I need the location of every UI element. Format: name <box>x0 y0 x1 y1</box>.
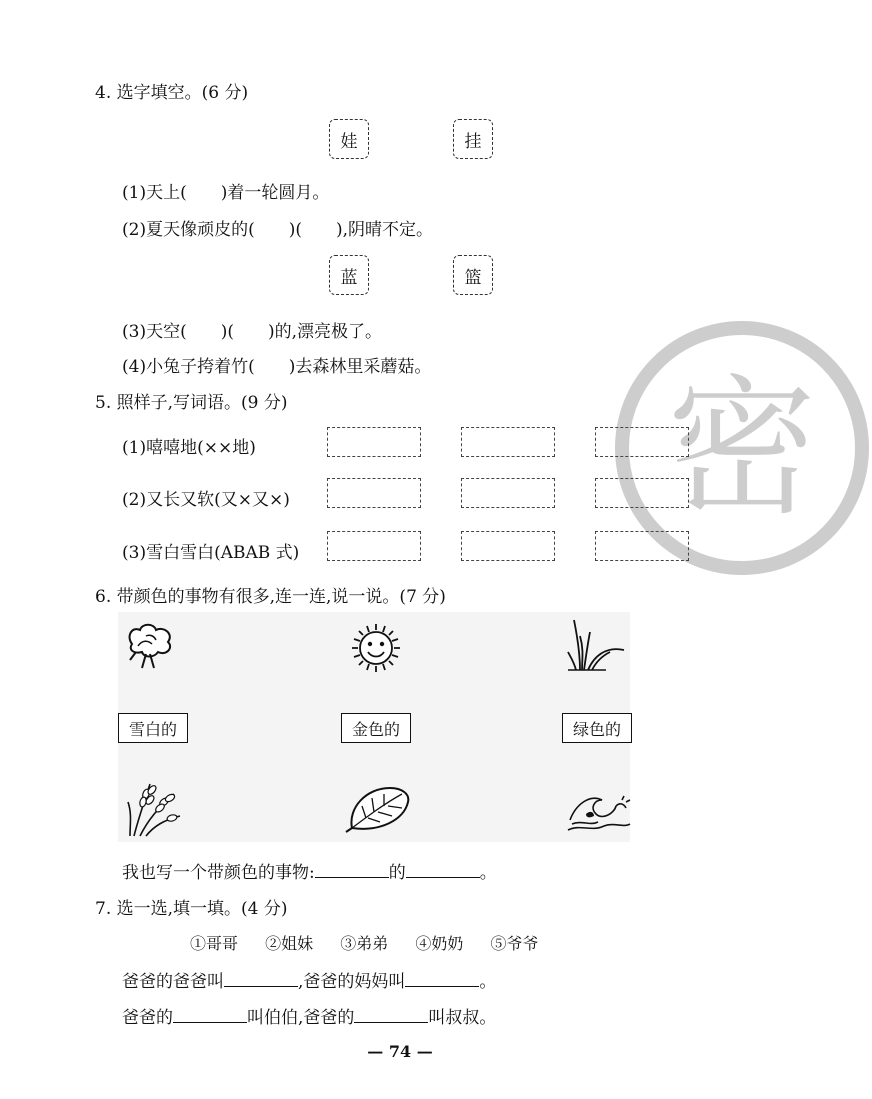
q7-s1-c: 。 <box>479 972 497 992</box>
label-green[interactable]: 绿色的 <box>562 713 632 743</box>
q5-row-1-box-2[interactable] <box>461 427 555 457</box>
q5-row-3-box-3[interactable] <box>595 531 689 561</box>
choice-box-lan: 蓝 <box>329 255 369 295</box>
page-number: — 74 — <box>367 1042 433 1061</box>
q7-s1-b: ,爸爸的妈妈叫 <box>298 972 406 992</box>
q6-blank-thing[interactable] <box>406 860 480 878</box>
q5-row-3-label: (3)雪白雪白(ABAB 式) <box>122 543 300 563</box>
q4-title: 4. 选字填空。(6 分) <box>95 83 249 103</box>
q5-row-1-box-3[interactable] <box>595 427 689 457</box>
q6-write-end: 。 <box>479 863 497 883</box>
q4-line-1: (1)天上( )着一轮圆月。 <box>122 183 330 203</box>
choice-box-wa: 娃 <box>329 119 369 159</box>
q5-row-3-box-2[interactable] <box>461 531 555 561</box>
sun-icon[interactable] <box>344 620 408 680</box>
q7-sentence-2 <box>122 1003 496 1028</box>
q4-line-2: (2)夏天像顽皮的( )( ),阴晴不定。 <box>122 220 434 240</box>
q7-options <box>190 931 560 954</box>
grass-icon[interactable] <box>566 616 630 676</box>
q5-row-3-box-1[interactable] <box>327 531 421 561</box>
q7-blank-4[interactable] <box>354 1005 428 1023</box>
q5-row-2-label: (2)又长又软(又×又×) <box>122 490 290 510</box>
q5-row-2-box-2[interactable] <box>461 478 555 508</box>
q5-row-1-label: (1)嘻嘻地(××地) <box>122 438 256 458</box>
option-4: ④奶奶 <box>415 934 464 953</box>
wave-icon[interactable] <box>566 790 632 838</box>
q7-s1-a: 爸爸的爸爸叫 <box>122 972 224 992</box>
q5-title: 5. 照样子,写词语。(9 分) <box>95 393 288 413</box>
q7-s2-b: 叫伯伯,爸爸的 <box>247 1008 355 1028</box>
q7-s2-c: 叫叔叔。 <box>428 1008 497 1028</box>
q4-line-3: (3)天空( )( )的,漂亮极了。 <box>122 322 383 342</box>
q6-write-prefix: 我也写一个带颜色的事物: <box>122 863 315 883</box>
cotton-icon[interactable] <box>124 622 180 676</box>
q5-row-2-box-1[interactable] <box>327 478 421 508</box>
q7-sentence-1 <box>122 967 496 992</box>
q6-write-mid: 的 <box>388 863 406 883</box>
label-snow-white[interactable]: 雪白的 <box>118 713 188 743</box>
q7-blank-2[interactable] <box>405 969 479 987</box>
option-5: ⑤爷爷 <box>490 934 539 953</box>
option-3: ③弟弟 <box>340 934 389 953</box>
q5-row-2-box-3[interactable] <box>595 478 689 508</box>
leaf-icon[interactable] <box>344 784 412 838</box>
q5-row-1-box-1[interactable] <box>327 427 421 457</box>
q7-blank-1[interactable] <box>224 969 298 987</box>
q6-write-line <box>122 858 497 883</box>
option-1: ①哥哥 <box>190 934 239 953</box>
wheat-icon[interactable] <box>124 780 184 842</box>
q6-blank-color[interactable] <box>315 860 389 878</box>
q7-s2-a: 爸爸的 <box>122 1008 173 1028</box>
stamp-char: 密 <box>666 362 818 536</box>
choice-box-lan-basket: 篮 <box>453 255 493 295</box>
option-2: ②姐妹 <box>265 934 314 953</box>
q7-blank-3[interactable] <box>173 1005 247 1023</box>
q4-line-4: (4)小兔子挎着竹( )去森林里采蘑菇。 <box>122 357 432 377</box>
q6-title: 6. 带颜色的事物有很多,连一连,说一说。(7 分) <box>95 587 446 607</box>
choice-box-gua: 挂 <box>453 119 493 159</box>
label-golden[interactable]: 金色的 <box>341 713 411 743</box>
q7-title: 7. 选一选,填一填。(4 分) <box>95 899 288 919</box>
